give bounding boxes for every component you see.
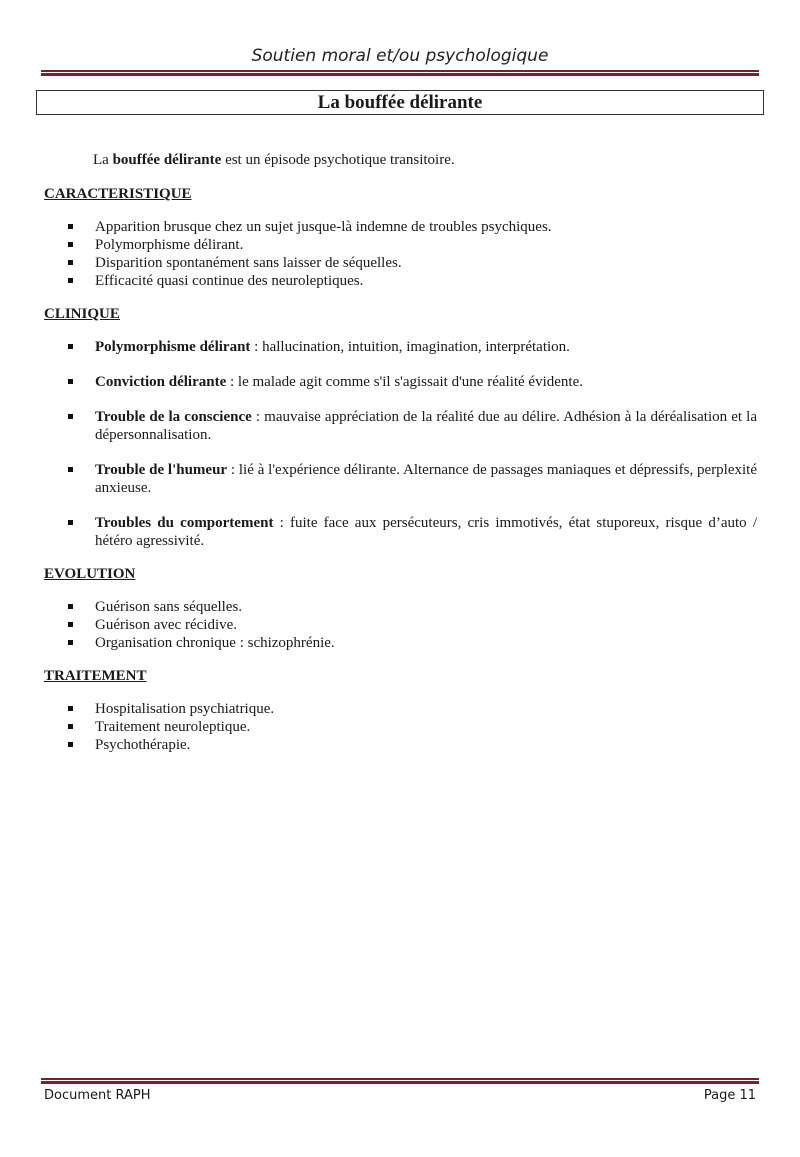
list-item (44, 616, 757, 634)
running-header-title: Soutien moral et/ou psychologique (251, 46, 549, 66)
square-bullet-icon (68, 278, 73, 283)
list-item-text: : fuite face aux persécuteurs, cris immotivés, état stuporeux, risque d’auto / hétéro agressivité. (95, 515, 757, 549)
square-bullet-icon (68, 224, 73, 229)
list-item-text: Traitement neuroleptique. (95, 719, 251, 735)
document-body (44, 150, 757, 754)
list-item-term: Conviction délirante (95, 374, 227, 390)
header-rule (41, 70, 759, 76)
list-item-text: : hallucination, intuition, imagination, interprétation. (250, 339, 570, 355)
square-bullet-icon (68, 742, 73, 747)
list-item-text: Polymorphisme délirant. (95, 237, 244, 253)
square-bullet-icon (68, 706, 73, 711)
list-item (44, 634, 757, 652)
list-item-text: : lié à l'expérience délirante. Alternance de passages maniaques et dépressifs, perplexité anxieuse. (95, 462, 757, 496)
section-heading-traitement: TRAITEMENT (44, 668, 147, 684)
list-item (44, 254, 757, 272)
list-item-text: Guérison sans séquelles. (95, 599, 243, 615)
list-item-text: Disparition spontanément sans laisser de séquelles. (95, 255, 402, 271)
section-heading-caracteristique: CARACTERISTIQUE (44, 186, 192, 202)
clinique-list (44, 338, 757, 550)
list-item (44, 718, 757, 736)
square-bullet-icon (68, 260, 73, 265)
list-item (44, 461, 757, 497)
list-item-term: Trouble de la conscience (95, 409, 252, 425)
list-item-text: Organisation chronique : schizophrénie. (95, 635, 335, 651)
square-bullet-icon (68, 640, 73, 645)
square-bullet-icon (68, 622, 73, 627)
square-bullet-icon (68, 467, 73, 472)
list-item-text: : le malade agit comme s'il s'agissait d'une réalité évidente. (226, 374, 583, 390)
section-heading-clinique: CLINIQUE (44, 306, 120, 322)
square-bullet-icon (68, 344, 73, 349)
footer-document-name: Document RAPH (44, 1088, 151, 1103)
list-item (44, 514, 757, 550)
square-bullet-icon (68, 242, 73, 247)
square-bullet-icon (68, 379, 73, 384)
intro-prefix: La (93, 152, 113, 168)
list-item (44, 408, 757, 444)
list-item (44, 373, 757, 391)
list-item-text: Efficacité quasi continue des neuroleptiques. (95, 273, 364, 289)
evolution-list (44, 598, 757, 652)
intro-term: bouffée délirante (112, 152, 222, 168)
list-item (44, 218, 757, 236)
list-item-text: : mauvaise appréciation de la réalité due au délire. Adhésion à la déréalisation et la dépersonnalisation. (95, 409, 758, 443)
list-item (44, 272, 757, 290)
footer-rule (41, 1078, 759, 1084)
list-item-text: Apparition brusque chez un sujet jusque-là indemne de troubles psychiques. (95, 219, 552, 235)
list-item-term: Polymorphisme délirant (95, 339, 251, 355)
list-item-text: Hospitalisation psychiatrique. (95, 701, 275, 717)
list-item (44, 598, 757, 616)
traitement-list (44, 700, 757, 754)
list-item (44, 236, 757, 254)
page-title: La bouffée délirante (36, 90, 764, 115)
list-item (44, 736, 757, 754)
square-bullet-icon (68, 414, 73, 419)
list-item-text: Guérison avec récidive. (95, 617, 238, 633)
square-bullet-icon (68, 724, 73, 729)
caracteristique-list (44, 218, 757, 290)
list-item-text: Psychothérapie. (95, 737, 191, 753)
section-heading-evolution: EVOLUTION (44, 566, 136, 582)
square-bullet-icon (68, 604, 73, 609)
square-bullet-icon (68, 520, 73, 525)
intro-suffix: est un épisode psychotique transitoire. (221, 152, 455, 168)
footer-page-number: Page 11 (703, 1088, 756, 1103)
list-item-term: Trouble de l'humeur (95, 462, 228, 478)
intro-paragraph (93, 150, 757, 170)
list-item (44, 700, 757, 718)
list-item (44, 338, 757, 356)
list-item-term: Troubles du comportement (95, 515, 274, 531)
